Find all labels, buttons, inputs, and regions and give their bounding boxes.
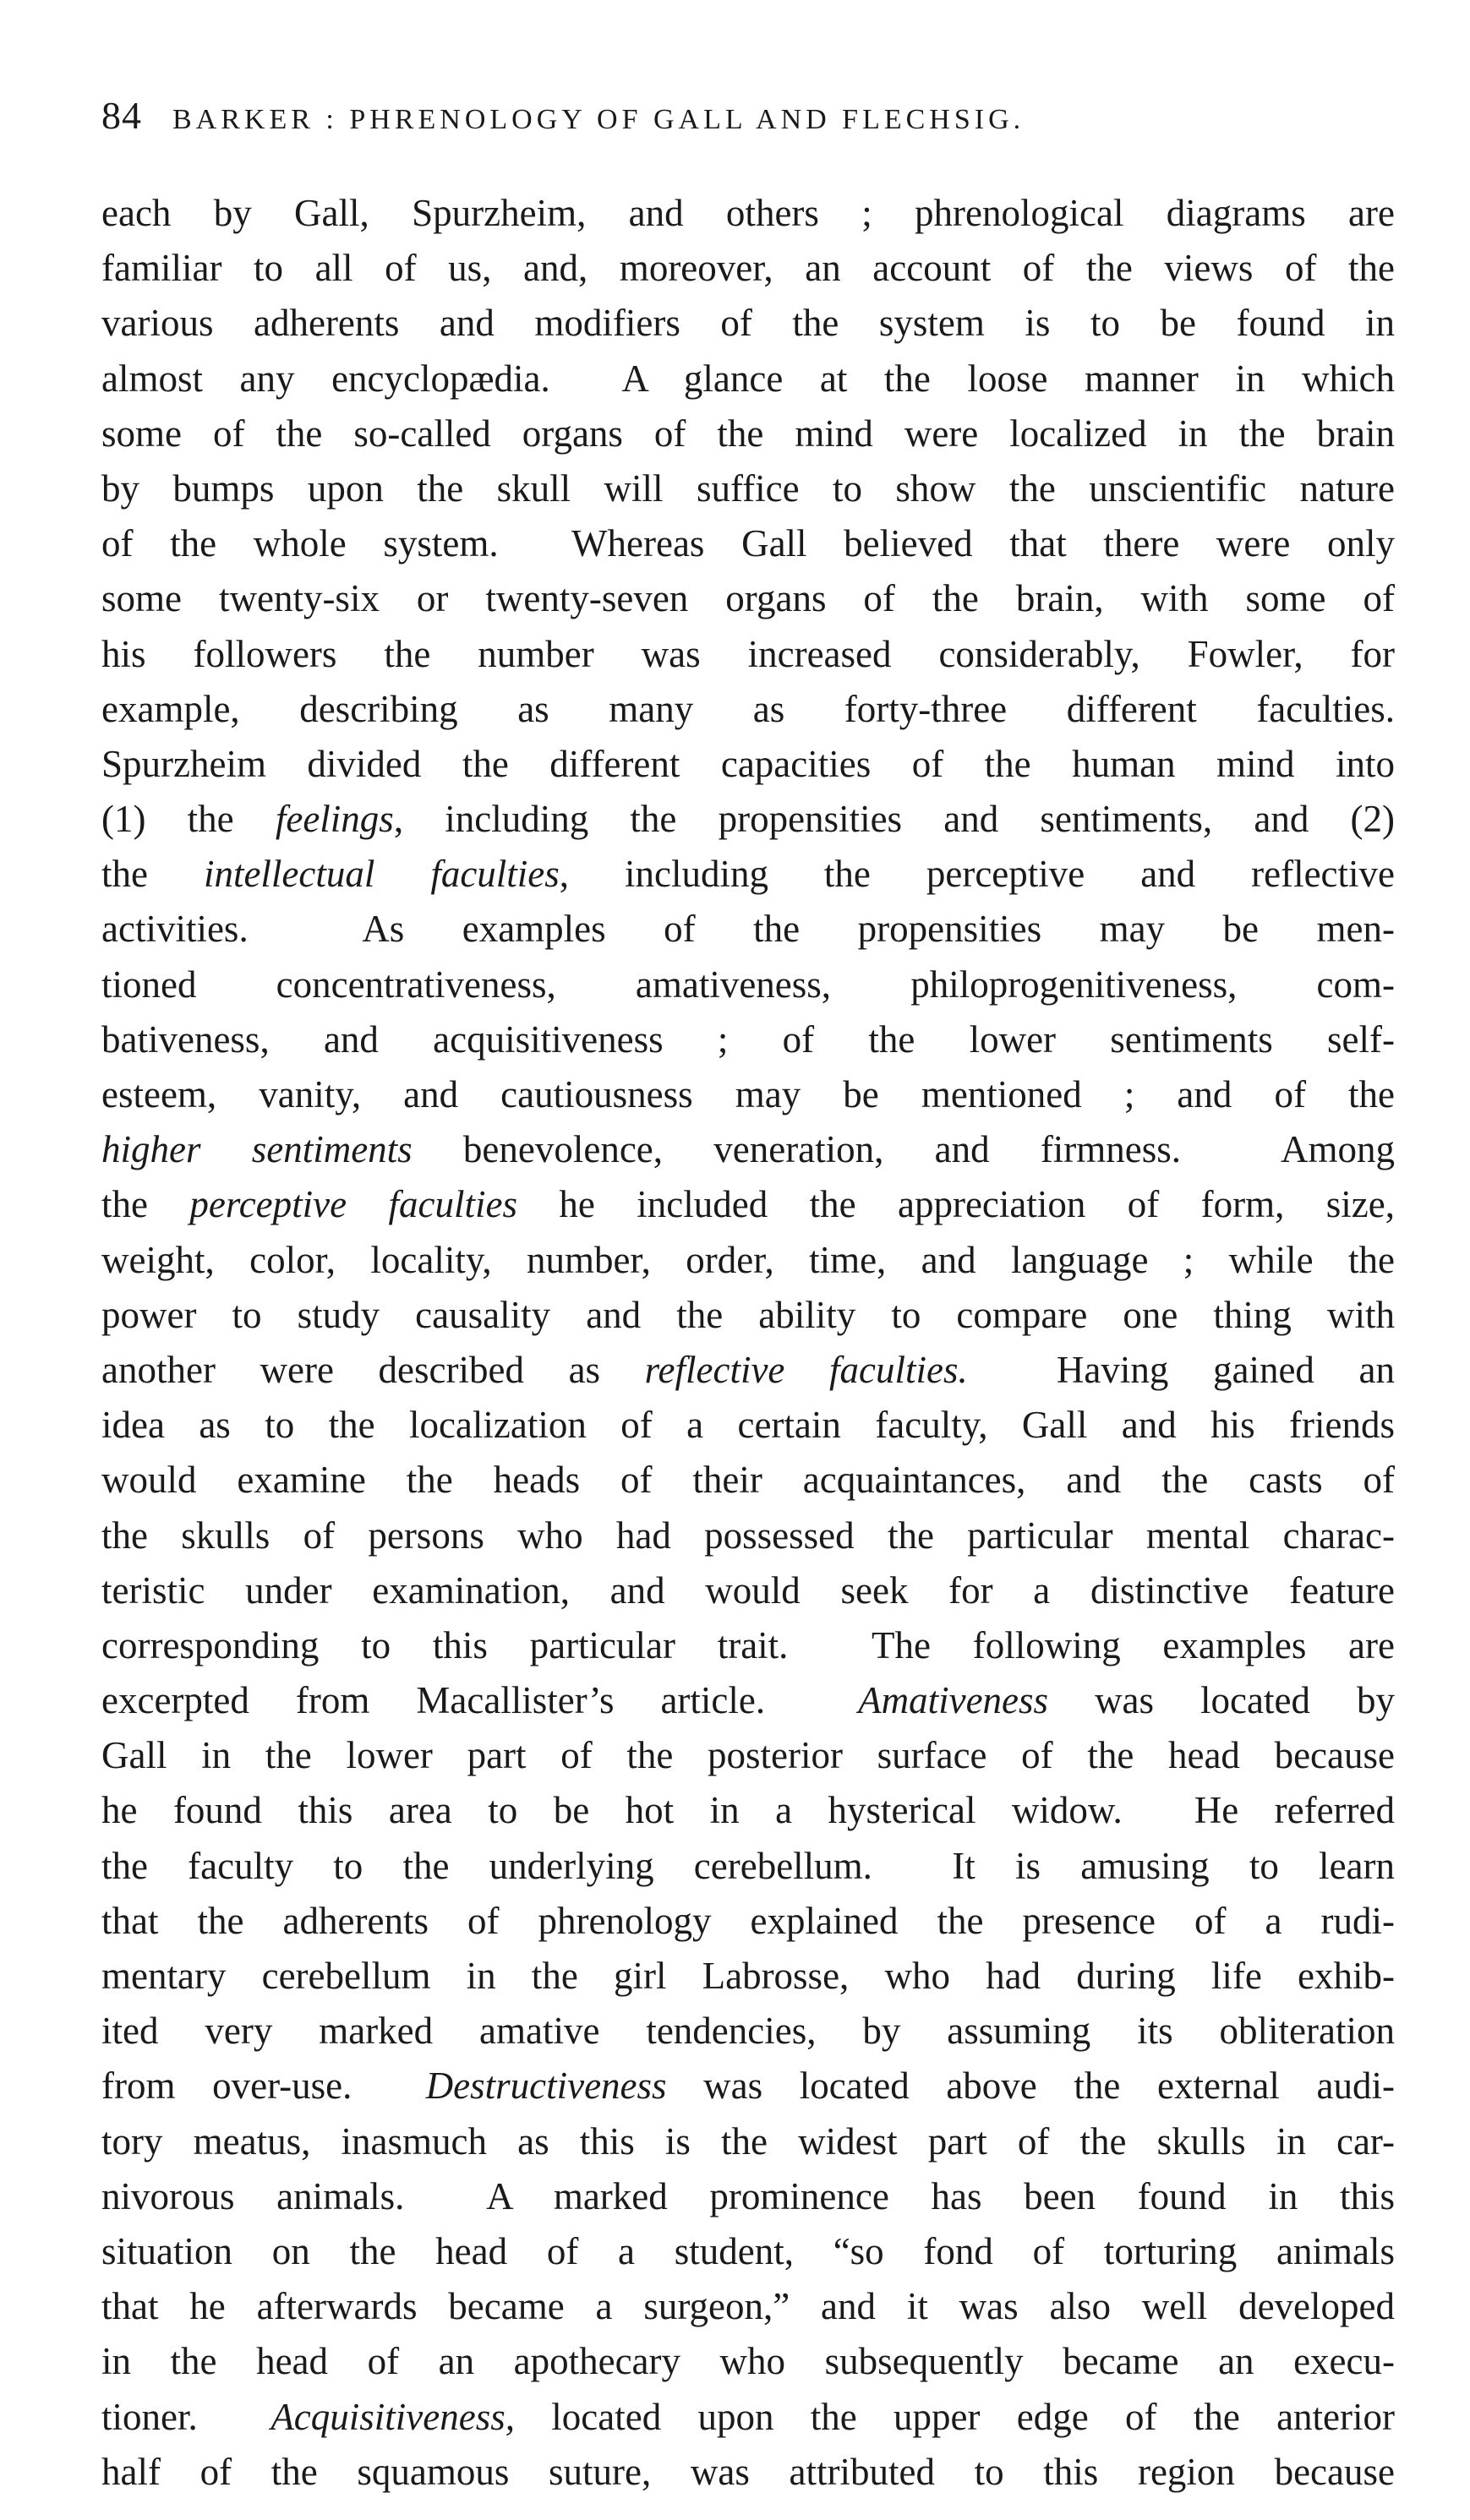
- text-run: bativeness, and acquisitiveness ; of the lower sentiments self-: [101, 1017, 1395, 1061]
- text-line: [101, 1894, 1395, 1949]
- text-line: [101, 792, 1395, 847]
- text-run: familiar to all of us, and, moreover, an account of the views of the: [101, 247, 1395, 290]
- text-run: the faculty to the underlying cerebellum. It is amusing to learn: [101, 1844, 1395, 1887]
- text-line: [101, 2224, 1395, 2279]
- text-line: [101, 957, 1395, 1012]
- text-line: [101, 1067, 1395, 1122]
- text-run: excerpted from Macallister’s article.: [101, 1679, 859, 1722]
- text-run: another were described as: [101, 1348, 645, 1391]
- text-line: [101, 902, 1395, 957]
- text-line: [101, 1783, 1395, 1838]
- text-line: [101, 186, 1395, 241]
- text-run: idea as to the localization of a certain faculty, Gall and his friends: [101, 1404, 1395, 1447]
- text-run: almost any encyclopædia. A glance at the loose manner in which: [101, 357, 1395, 400]
- text-run: from over-use.: [101, 2065, 426, 2108]
- text-run: weight, color, locality, number, order, time, and language ; while the: [101, 1238, 1395, 1281]
- text-line: [101, 2279, 1395, 2334]
- italic-term: reflective faculties.: [644, 1348, 968, 1391]
- text-run: he found this area to be hot in a hysterical widow. He referred: [101, 1789, 1395, 1832]
- text-line: [101, 1839, 1395, 1894]
- text-line: [101, 2114, 1395, 2169]
- italic-term: intellectual faculties: [203, 853, 560, 896]
- italic-term: perceptive faculties: [189, 1183, 517, 1226]
- text-run: Spurzheim divided the different capacities of the human mind into: [101, 742, 1395, 785]
- text-line: [101, 1398, 1395, 1453]
- text-run: each by Gall, Spurzheim, and others ; phrenological diagrams are: [101, 192, 1395, 234]
- text-run: (1) the: [101, 798, 276, 841]
- text-line: [101, 241, 1395, 296]
- text-line: [101, 1508, 1395, 1563]
- text-run: corresponding to this particular trait. The following examples are: [101, 1623, 1395, 1666]
- text-line: [101, 516, 1395, 571]
- text-run: activities. As examples of the propensities may be men-: [101, 908, 1395, 951]
- text-line: [101, 1728, 1395, 1783]
- text-line: [101, 1673, 1395, 1728]
- text-run: tioner.: [101, 2395, 271, 2438]
- text-run: , including the propensities and sentiments, and (2): [393, 798, 1395, 841]
- italic-term: Amativeness: [858, 1679, 1049, 1722]
- text-run: the: [101, 853, 204, 896]
- text-line: [101, 1122, 1395, 1177]
- text-run: by bumps upon the skull will suffice to show the unscientific nature: [101, 466, 1395, 510]
- text-run: half of the squamous suture, was attributed to this region because: [101, 2450, 1395, 2493]
- text-line: [101, 461, 1395, 516]
- text-line: [101, 1343, 1395, 1398]
- text-line: [101, 2169, 1395, 2224]
- text-line: [101, 2004, 1395, 2059]
- text-run: would examine the heads of their acquaintances, and the casts of: [101, 1459, 1395, 1502]
- text-run: the skulls of persons who had possessed the particular mental charac-: [101, 1514, 1395, 1557]
- text-run: nivorous animals. A marked prominence has been found in this: [101, 2174, 1395, 2217]
- text-line: [101, 627, 1395, 682]
- text-run: benevolence, veneration, and firmness. Among: [412, 1128, 1395, 1171]
- text-line: [101, 1618, 1395, 1673]
- text-line: [101, 2334, 1395, 2389]
- text-run: ited very marked amative tendencies, by assuming its obliteration: [101, 2010, 1395, 2053]
- italic-term: Acquisitiveness,: [271, 2395, 515, 2438]
- text-line: [101, 406, 1395, 461]
- italic-term: Destructiveness: [425, 2065, 667, 2108]
- text-run: of the whole system. Whereas Gall believed that there were only: [101, 522, 1395, 565]
- text-run: situation on the head of a student, “so fond of torturing animals: [101, 2229, 1395, 2272]
- text-line: [101, 352, 1395, 406]
- text-run: that the adherents of phrenology explained the presence of a rudi-: [101, 1899, 1395, 1942]
- text-run: mentary cerebellum in the girl Labrosse, who had during life exhib-: [101, 1955, 1395, 1997]
- text-run: some twenty-six or twenty-seven organs of the brain, with some of: [101, 577, 1395, 620]
- text-run: esteem, vanity, and cautiousness may be mentioned ; and of the: [101, 1073, 1395, 1115]
- text-run: tioned concentrativeness, amativeness, philoprogenitiveness, com-: [101, 963, 1395, 1006]
- text-line: [101, 2390, 1395, 2445]
- text-run: power to study causality and the ability to compare one thing with: [101, 1293, 1395, 1336]
- text-run: Having gained an: [967, 1348, 1396, 1391]
- text-run: teristic under examination, and would seek for a distinctive feature: [101, 1568, 1395, 1612]
- text-line: [101, 1288, 1395, 1343]
- page-number: 84: [101, 94, 142, 137]
- running-title: BARKER : PHRENOLOGY OF GALL AND FLECHSIG.: [172, 104, 1025, 135]
- text-line: [101, 2445, 1395, 2500]
- running-head: [101, 93, 1386, 144]
- text-line: [101, 296, 1395, 351]
- text-run: the: [101, 1183, 190, 1226]
- text-line: [101, 847, 1395, 902]
- text-line: [101, 1949, 1395, 2004]
- text-run: , including the perceptive and reflective: [559, 853, 1395, 896]
- text-run: tory meatus, inasmuch as this is the widest part of the skulls in car-: [101, 2119, 1395, 2163]
- text-line: [101, 682, 1395, 737]
- text-line: [101, 1012, 1395, 1067]
- italic-term: feelings: [275, 798, 394, 841]
- text-run: was located above the external audi-: [666, 2065, 1395, 2108]
- text-line: [101, 571, 1395, 626]
- text-run: he included the appreciation of form, size,: [516, 1183, 1395, 1226]
- body-paragraph: [101, 186, 1395, 2500]
- text-run: his followers the number was increased considerably, Fowler, for: [101, 632, 1395, 675]
- text-line: [101, 737, 1395, 792]
- text-run: that he afterwards became a surgeon,” and it was also well developed: [101, 2285, 1395, 2328]
- text-line: [101, 1177, 1395, 1232]
- text-run: some of the so-called organs of the mind were localized in the brain: [101, 412, 1395, 455]
- text-run: various adherents and modifiers of the system is to be found in: [101, 302, 1395, 345]
- text-run: in the head of an apothecary who subsequently became an execu-: [101, 2340, 1395, 2383]
- text-run: located upon the upper edge of the anterior: [515, 2395, 1395, 2438]
- text-run: Gall in the lower part of the posterior surface of the head because: [101, 1734, 1395, 1777]
- text-line: [101, 2059, 1395, 2114]
- italic-term: higher sentiments: [101, 1128, 413, 1171]
- text-line: [101, 1563, 1395, 1618]
- text-line: [101, 1453, 1395, 1508]
- text-run: example, describing as many as forty-three different faculties.: [101, 687, 1395, 730]
- text-run: was located by: [1048, 1679, 1395, 1722]
- text-line: [101, 1233, 1395, 1288]
